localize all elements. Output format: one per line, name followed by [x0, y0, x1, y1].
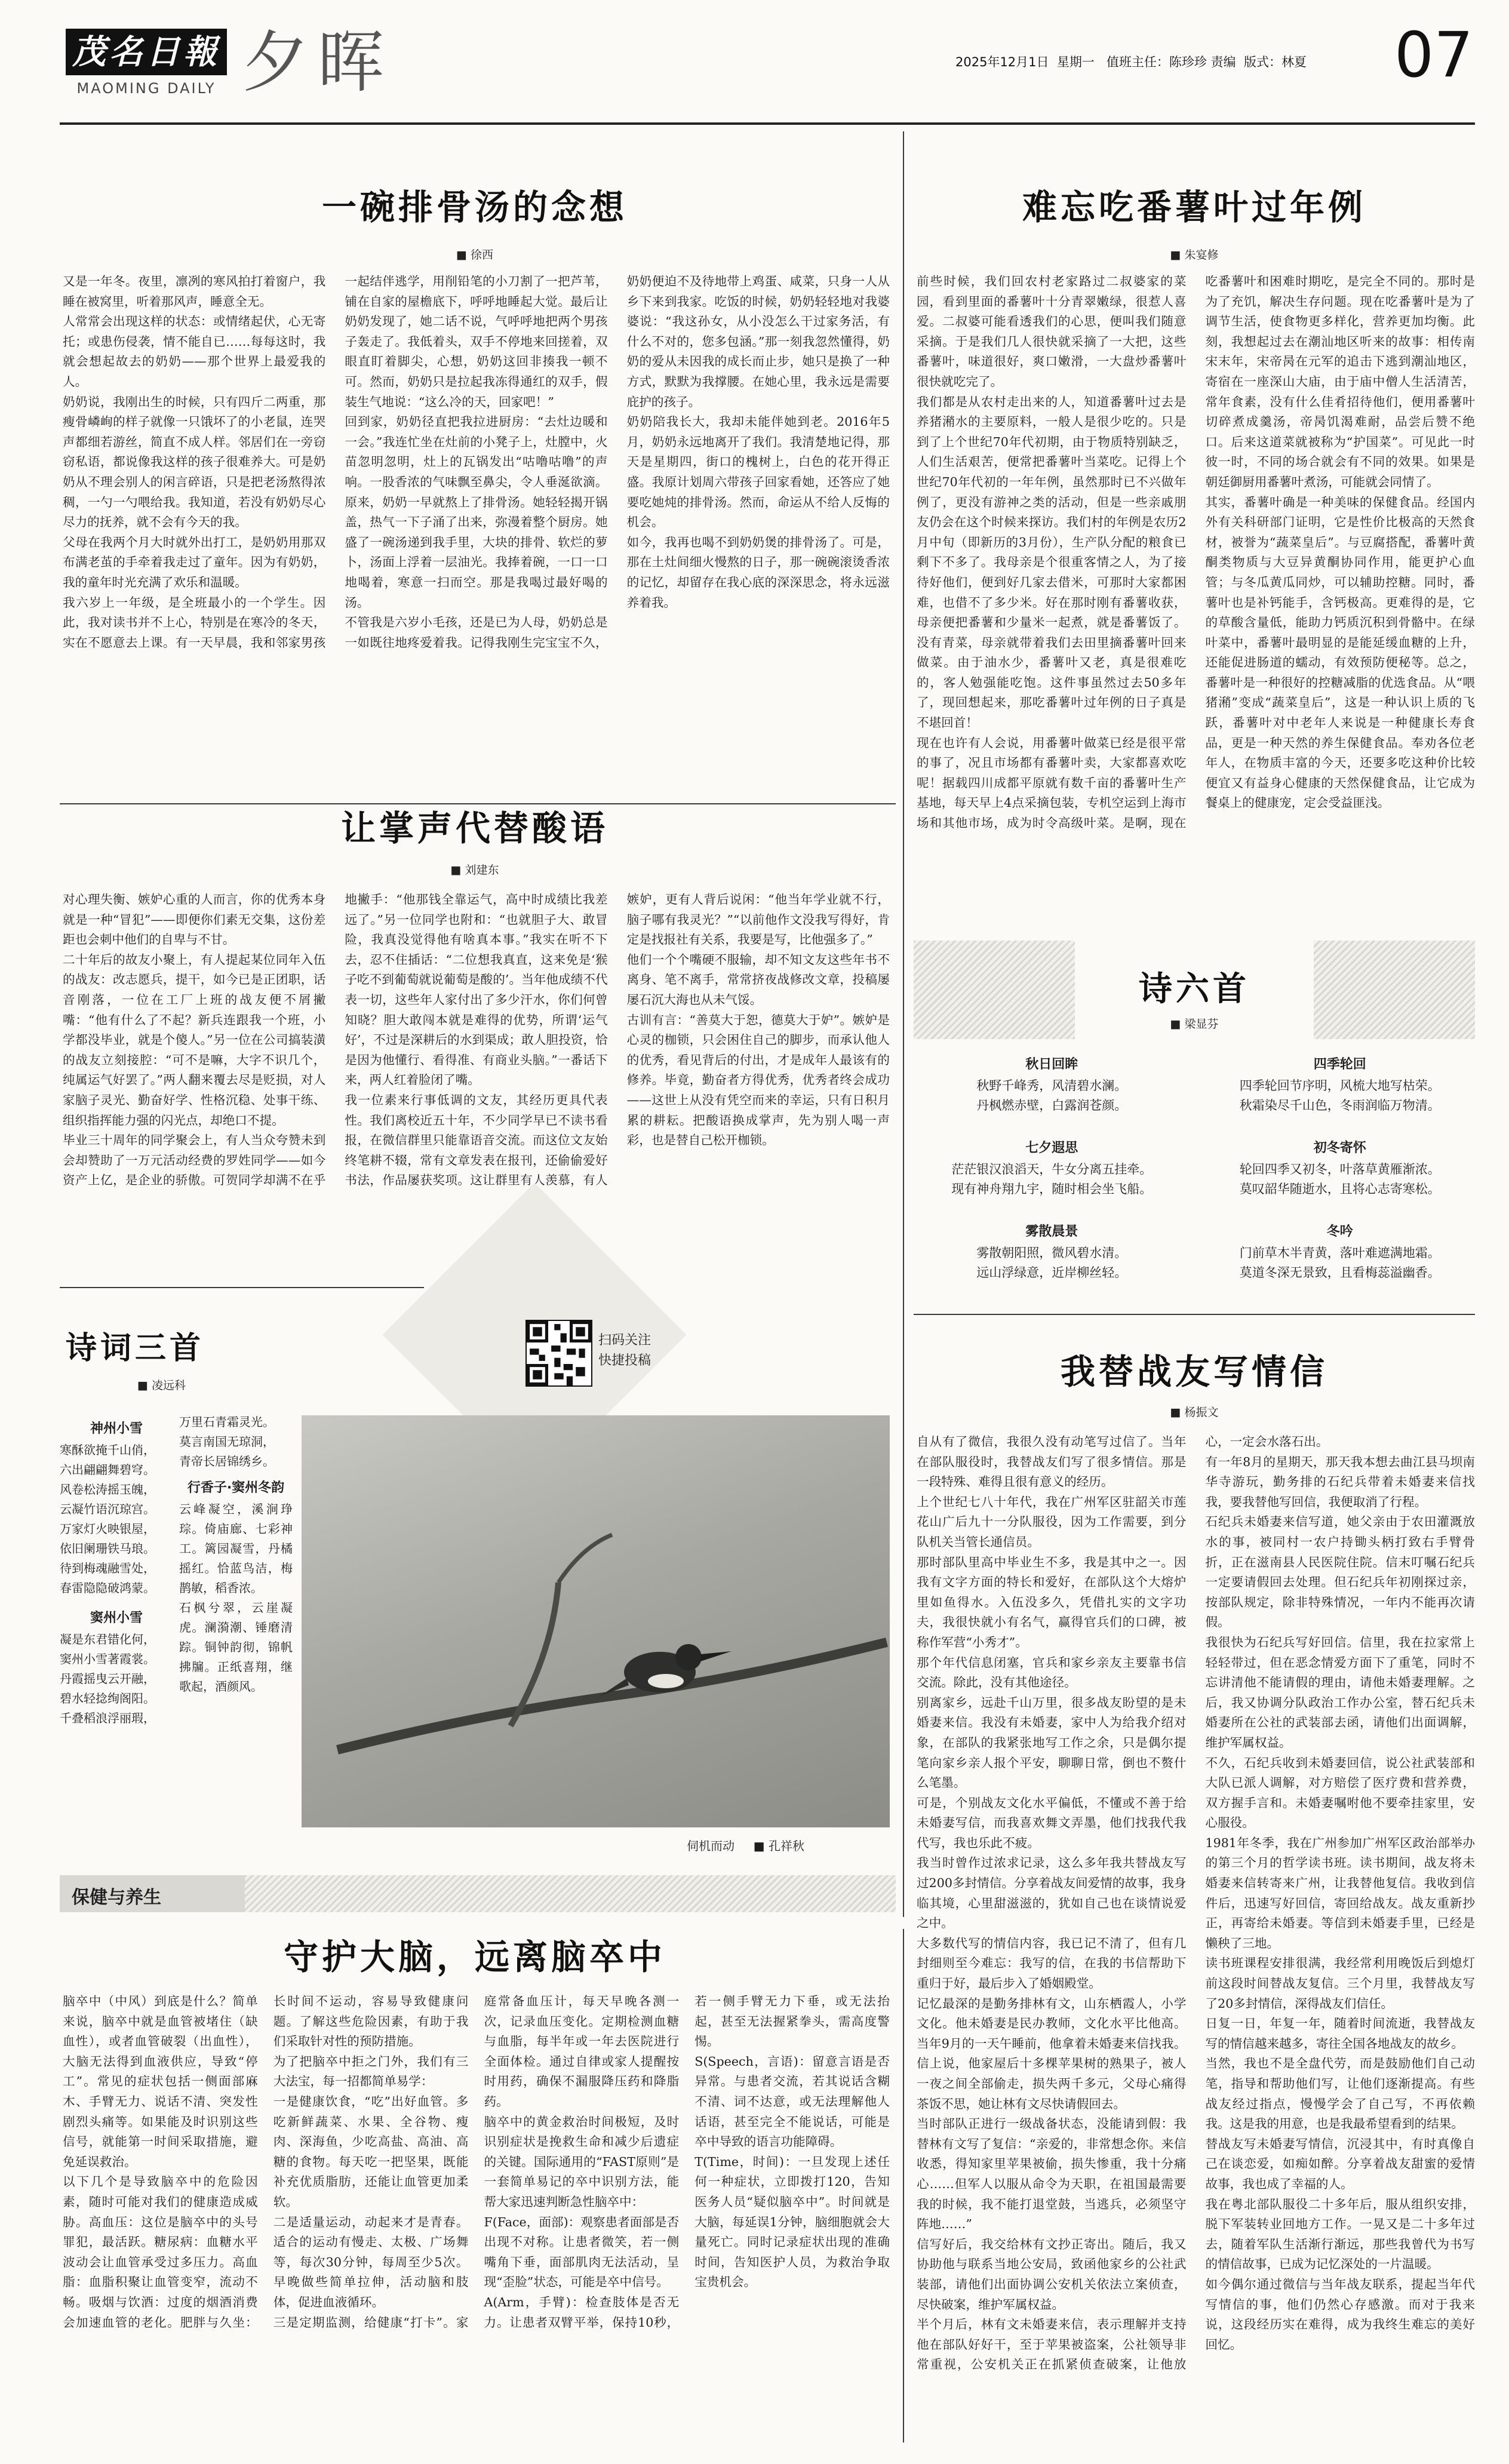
poem-block: [917, 1132, 1187, 1215]
editor-info: 值班主任：陈珍珍 责编: [1106, 55, 1236, 69]
poems6-grid: [917, 1048, 1475, 1299]
poem-lines: 茫茫银汉浪滔天，牛女分离五挂牵。 现有神舟翔九宇，随时相会坐飞船。: [951, 1162, 1153, 1196]
article-body-health: 脑卒中（中风）到底是什么？简单来说，脑卒中就是血管被堵住（缺血性），或者血管破裂（出血性），大脑无法得到血液供应，导致“停工”。常见的症状包括一侧面部麻木、手臂无力、说话不清、突发性剧烈头痛等。如果能及时识别这些信号，就能第一时间采取措施，避免延误救治。 以下几个是导致脑卒中的危险因素，随时可能对我们的健康造成威胁。高血压：这位是脑卒中的头号罪犯，最活跃。糖尿病：血糖水平波动会让血管承受过多压力。高血脂：血脂积聚让血管变窄，流动不畅。吸烟与饮酒：过度的烟酒消费会加速血管的老化。肥胖与久坐：长时间不运动，容易导致健康问题。了解这些危险因素，有助于我们采取针对性的预防措施。 为了把脑卒中拒之门外，我们有三大法宝，每一招都简单易学： 一是健康饮食，“吃”出好血管。多吃新鲜蔬菜、水果、全谷物、瘦肉、深海鱼，少吃高盐、高油、高糖的食物。每天吃一把坚果，既能补充优质脂肪，还能让血管更加柔软。 二是适量运动，动起来才是青春。适合的运动有慢走、太极、广场舞等，每次30分钟，每周至少5次。早晚做些简单拉伸，活动脑和肢体，促进血液循环。 三是定期监测，给健康“打卡”。家庭常备血压计，每天早晚各测一次，记录血压变化。定期检测血糖与血脂，每半年或一年去医院进行全面体检。通过自律或家人提醒按时用药，确保不漏服降压药和降脂药。 脑卒中的黄金救治时间极短，及时识别症状是挽救生命和减少后遗症的关键。国际通用的“FAST原则”是一套简单易记的卒中识别方法，能帮大家迅速判断急性脑卒中： F(Face，面部)：观察患者面部是否出现不对称。让患者微笑，若一侧嘴角下垂，面部肌肉无法活动，呈现“歪脸”状态，可能是卒中信号。 A(Arm，手臂)：检查肢体是否无力。让患者双臂平举，保持10秒，若一侧手臂无力下垂，或无法抬起，甚至无法握紧拳头，需高度警惕。 S(Speech，言语)：留意言语是否异常。与患者交流，若其说话含糊不清、词不达意，或无法理解他人话语，甚至完全不能说话，可能是卒中导致的语言功能障碍。 T(Time，时间)：一旦发现上述任何一种症状，立即拨打120，告知医务人员“疑似脑卒中”。时间就是大脑，每延误1分钟，脑细胞就会大量死亡。同时记录症状出现的准确时间，告知医护人员，为救治争取宝贵机会。: [63, 1994, 890, 2330]
section-rule: [914, 1314, 1475, 1315]
byline-soup: ■ 徐西: [456, 248, 493, 262]
poem-block: [179, 1412, 293, 1697]
section-title: 夕晖: [242, 24, 392, 102]
article-body-sweet-potato: 前些时候，我们回农村老家路过二叔婆家的菜园，看到里面的番薯叶十分青翠嫩绿，很惹人喜爱。二叔婆可能看透我们的心思，便叫我们随意采摘。于是我们几人很快就采摘了一大把，这些番薯叶，味道很好，爽口嫩滑，一大盘炒番薯叶很快就吃完了。 我们都是从农村走出来的人，知道番薯叶过去是养猪潲水的主要原料，一般人是很少吃的。只是到了上个世纪70年代初期，由于物质特别缺乏，人们生活艰苦，便常把番薯叶当菜吃。记得上个世纪70年代初的一年年例，虽然那时已不兴做年例了，更没有游神之类的活动，但是一些亲戚朋友仍会在这个时候来探访。我们村的年例是农历2月中旬（即新历的3月份），生产队分配的粮食已剩下不多了。我母亲是个很重客情之人，为了接待好他们，便到好几家去借米，可那时大家都困难，也借不了多少米。好在那时刚有番薯收获，母亲便把番薯和少量米一起煮，就是番薯饭了。没有青菜，母亲就带着我们去田里摘番薯叶回来做菜。由于油水少，番薯叶又老，真是很难吃的，客人勉强能吃饱。这件事虽然过去50多年了，现回想起来，那吃番薯叶过年例的日子真是不堪回首！ 现在也许有人会说，用番薯叶做菜已经是很平常的事了，况且市场都有番薯叶卖，大家都喜欢吃呢！据载四川成都平原就有数千亩的番薯叶生产基地，每天早上4点采摘包装，专机空运到上海市场和其他市场，成为时令高级叶菜。是啊，现在吃番薯叶和困难时期吃，是完全不同的。那时是为了充饥，解决生存问题。现在吃番薯叶是为了调节生活，使食物更多样化，营养更加均衡。此刻，我想起过去在潮汕地区听来的故事：相传南宋末年，宋帝昺在元军的追击下逃到潮汕地区，寄宿在一座深山大庙，由于庙中僧人生活清苦，常年食素，没有什么佳肴招待他们，便用番薯叶切碎煮成羹汤，帝昺饥渴难耐，品尝后赞不绝口。后来这道菜就被称为“护国菜”。可见此一时彼一时，不同的场合就会有不同的效果。如果是朝廷御厨用番薯叶煮汤，可能就会同情了。 其实，番薯叶确是一种美味的保健食品。经国内外有关科研部门证明，它是性价比极高的天然食材，被誉为“蔬菜皇后”。与豆腐搭配，番薯叶黄酮类物质与大豆异黄酮协同作用，能更护心血管；与冬瓜黄瓜同炒，可以辅助控糖。同时，番薯叶也是补钙能手，含钙极高。更难得的是，它的草酸含量低，能助力钙质沉积到骨骼中。在绿叶菜中，番薯叶最明显的是能延缓血糖的上升，还能促进肠道的蠕动，有效预防便秘等。总之，番薯叶是一种很好的控糖减脂的优选食品。从“喂猪潲”变成“蔬菜皇后”，这是一种认识上质的飞跃，番薯叶对中老年人来说是一种健康长寿食品，更是一种天然的养生保健食品。奉劝各位老年人，在物质丰富的今天，还要多吃这种价比较便宜又有益身心健康的天然保健食品，让它成为餐桌上的健康宠，定会受益匪浅。: [917, 274, 1475, 831]
poem-lines: 轮回四季又初冬，叶落草黄雁渐浓。 莫叹韶华随逝水，且将心志寄寒松。: [1239, 1162, 1440, 1196]
section-rule: [60, 1287, 424, 1288]
poem-block: [1205, 1215, 1476, 1299]
health-tag-stripes: [245, 1875, 896, 1912]
qr-code[interactable]: [525, 1320, 592, 1387]
article-title-soup: 一碗排骨汤的念想: [321, 187, 628, 228]
kingfisher-photo: [302, 1415, 890, 1827]
issue-date: 2025年12月1日: [955, 55, 1049, 69]
poem-lines: 门前草木半青黄，落叶难遮满地霜。 莫道冬深无景致，且看梅蕊溢幽香。: [1239, 1246, 1440, 1280]
photo-author: ■ 孔祥秋: [753, 1839, 805, 1853]
poem-lines: 四季轮回节序明，风梳大地写枯荣。 秋霜染尽千山色，冬雨润临万物清。: [1239, 1079, 1440, 1113]
poem-lines: 万里石青霜灵光。 莫言南国无琼洞， 青帝长居锦绣乡。: [179, 1415, 275, 1468]
article-title-poems3: 诗词三首: [66, 1331, 205, 1366]
article-title-encourage: 让掌声代替酸语: [340, 808, 608, 849]
issue-info: [955, 53, 1307, 70]
poem-lines: 凝是东君错化何， 窦州小雪著霞裳。 丹霞摇曳云开融， 碧水轻捻绚阁阳。 千叠稻浪浮丽瑕，: [60, 1632, 155, 1725]
masthead: [60, 19, 1481, 113]
photo-title: 伺机而动: [687, 1839, 734, 1853]
byline-sweet-potato: ■ 朱宴修: [1170, 248, 1219, 262]
poem-lines: 寒酥欲掩千山俏， 六出翩翩舞碧穹。 风卷松涛摇玉魄， 云凝竹语沉琼宫。 万家灯火映银屋， 依旧阑珊铁马琅。 待到梅魂融雪处， 春雷隐隐破鸿蒙。: [60, 1443, 155, 1595]
bird-on-branch-icon: [302, 1415, 890, 1827]
byline-poems3: ■ 凌远科: [137, 1379, 186, 1392]
byline-poems6: ■ 梁显芬: [1170, 1018, 1219, 1031]
qr-code-icon: [527, 1321, 591, 1385]
paper-name-en: MAOMING DAILY: [76, 80, 216, 97]
poem-lines: 秋野千峰秀，风清碧水澜。 丹枫燃赤壁，白露润苍颜。: [976, 1079, 1127, 1113]
poem-block: [60, 1412, 173, 1728]
poem-block: [1205, 1132, 1476, 1215]
poem-title: 秋日回眸: [1025, 1057, 1078, 1072]
poem-title: 窦州小雪: [90, 1611, 143, 1626]
poem-title: 冬吟: [1326, 1224, 1353, 1239]
page-number: 07: [1394, 19, 1474, 91]
poem-title: 神州小雪: [90, 1421, 143, 1436]
poem-lines: 云峰凝空，溪涧琤琮。倚庙廊、七彩神工。篱园凝雪，丹橘摇红。恰蓝鸟洁，梅鹊敏，稻香浓。 石枫兮翠，云崖凝虎。澜漪潮、锤磨清踪。铜钟韵彻，锦帆拂牖。正纸喜翔，继歌起，酒颜风。: [179, 1502, 293, 1694]
qr-caption: 扫码关注 快捷投稿: [598, 1333, 651, 1368]
article-title-sweet-potato: 难忘吃番薯叶过年例: [1022, 187, 1366, 228]
poem-block: [917, 1048, 1187, 1132]
article-title-poems6: 诗六首: [1139, 970, 1250, 1009]
poem-lines: 雾散朝阳照，微风碧水清。 远山浮绿意，近岸柳丝轻。: [976, 1246, 1127, 1280]
masthead-rule: [60, 122, 1475, 125]
paper-logo: 茂名日報: [66, 29, 227, 75]
health-tag-label: 保健与养生: [72, 1887, 161, 1908]
poem-title: 七夕遐思: [1025, 1141, 1078, 1156]
byline-veteran: ■ 杨振文: [1170, 1406, 1219, 1419]
poem-title: 初冬寄怀: [1313, 1141, 1366, 1156]
poem-block: [917, 1215, 1187, 1299]
article-body-soup: 又是一年冬。夜里，凛冽的寒风拍打着窗户，我睡在被窝里，听着那风声，睡意全无。 人常常会出现这样的状态：或情绪起伏，心无寄托；或患伤侵袭，情不能自已……每每这时，我就会想起故去的奶奶——那个世界上最爱我的人。 奶奶说，我刚出生的时候，只有四斤二两重，那瘦骨嶙峋的样子就像一只饿坏了的小老鼠，连哭声都细若游丝，简直不成人样。邻居们在一旁窃窃私语，都说像我这样的孩子很难养大。可是奶奶从不理会别人的闲言碎语，只是把老汤熬得浓稠，一勺一勺喂给我。我知道，若没有奶奶尽心尽力的抚养，就不会有今天的我。 父母在我两个月大时就外出打工，是奶奶用那双布满老茧的手牵着我走过了童年。因为有奶奶，我的童年时光充满了欢乐和温暖。 我六岁上一年级，是全班最小的一个学生。因此，我对读书并不上心，特别是在寒冷的冬天，实在不愿意去上课。有一天早晨，我和邻家男孩一起结伴逃学，用削铅笔的小刀割了一把芦苇，铺在自家的屋檐底下，呼呼地睡起大觉。最后让奶奶发现了，她二话不说，气呼呼地把两个男孩子轰走了。我低着头，双手不停地来回搓着，双眼直盯着脚尖，心想，奶奶这回非揍我一顿不可。然而，奶奶只是拉起我冻得通红的双手，假装生气地说：“这么冷的天，回家吧！” 回到家，奶奶径直把我拉进厨房：“去灶边暖和一会。”我连忙坐在灶前的小凳子上，灶膛中，火苗忽明忽明，灶上的瓦锅发出“咕噜咕噜”的声响。一股香浓的气味飘至鼻尖，令人垂涎欲滴。原来，奶奶一早就熬上了排骨汤。她轻轻揭开锅盖，热气一下子涌了出来，弥漫着整个厨房。她盛了一碗汤递到我手里，大块的排骨、软烂的萝卜，汤面上浮着一层油光。我捧着碗，一口一口地喝着，寒意一扫而空。那是我喝过最好喝的汤。 不管我是六岁小毛孩，还是已为人母，奶奶总是一如既往地疼爱着我。记得我刚生完宝宝不久，奶奶便迫不及待地带上鸡蛋、咸菜，只身一人从乡下来到我家。吃饭的时候，奶奶轻轻地对我婆婆说：“我这孙女，从小没怎么干过家务活，有什么不对的，您多包涵。”那一刻我忽然懂得，奶奶的爱从未因我的成长而止步，她只是换了一种方式，默默为我撑腰。在她心里，我永远是需要庇护的孩子。 奶奶陪我长大，我却未能伴她到老。2016年5月，奶奶永远地离开了我们。我清楚地记得，那天是星期四，街口的槐树上，白色的花开得正盛。我原计划周六带孩子回家看她，还答应了她要吃她炖的排骨汤。然而，命运从不给人反悔的机会。 如今，我再也喝不到奶奶煲的排骨汤了。可是，那在土灶间细火慢熬的日子，那一碗碗滚烫香浓的记忆，却留存在我心底的深深思念，将永远滋养着我。: [63, 274, 890, 650]
article-title-health: 守护大脑，远离脑卒中: [283, 1937, 666, 1977]
byline-encourage: ■ 刘建东: [450, 864, 499, 877]
poem-title: 雾散晨景: [1025, 1224, 1078, 1239]
layout-info: 版式：林夏: [1243, 55, 1307, 69]
poem-title: 行香子·窦州冬韵: [187, 1480, 285, 1495]
column-divider: [903, 131, 904, 1917]
poem-title: 四季轮回: [1313, 1057, 1366, 1072]
photo-caption: [687, 1836, 804, 1854]
article-title-veteran: 我替战友写情信: [1060, 1351, 1328, 1392]
article-body-encourage: 对心理失衡、嫉妒心重的人而言，你的优秀本身就是一种“冒犯”——即便你们素无交集，这份差距也会刺中他们的自卑与不甘。 二十年后的故友小聚上，有人提起某位同年入伍的战友：改志愿兵，提干，如今已是正团职，话音刚落，一位在工厂上班的战友便不屑撇嘴：“他有什么了不起？新兵连跟我一个班，小学都没毕业，就是个傻人。”另一位在公司搞装潢的战友立刻接腔：“可不是嘛，大字不识几个，纯属运气好罢了。”两人翻来覆去尽是贬损，对人家脑子灵光、勤奋好学、性格沉稳、处事干练、组织指挥能力强的闪光点，却绝口不提。 毕业三十周年的同学聚会上，有人当众夸赞未到会却赞助了一万元活动经费的罗姓同学——如今资产上亿，是企业的骄傲。可贺同学却满不在乎地撇手：“他那钱全靠运气，高中时成绩比我差远了。”另一位同学也附和：“也就胆子大、敢冒险，我真没觉得他有啥真本事。”我实在听不下去，忍不住插话：“二位想我真直，这来免是‘猴子吃不到葡萄就说葡萄是酸的’。当年他成绩不代表一切，这些年人家付出了多少汗水，你们何曾知晓？胆大敢闯本就是难得的优势，所谓‘运气好’，不过是深耕后的水到渠成；敢人胆投资，恰是因为他懂行、看得准、有商业头脑。”一番话下来，两人红着脸闭了嘴。 我一位素来行事低调的文友，其经历更具代表性。我们离校近五十年，不少同学早已不读书看报，在微信群里只能靠语音交流。而这位文友始终笔耕不辍，常有文章发表在报刊，还偷偷爱好书法，作品屡获奖项。这让群里有人羡慕，有人嫉妒，更有人背后说闲：“他当年学业就不行，脑子哪有我灵光？”“以前他作文没我写得好，肯定是找报社有关系，我要是写，比他强多了。” 他们一个个嘴硬不服输，却不知文友这些年书不离身、笔不离手，常常挤夜战修改文章，投稿屡屡石沉大海也从未气馁。 古训有言：“善莫大于恕，德莫大于妒”。嫉妒是心灵的枷锁，只会困住自己的脚步，而承认他人的优秀，看见背后的付出，才是成年人最该有的修养。毕竟，勤奋者方得优秀，优秀者终会成功——这世上从没有凭空而来的幸运，只有日积月累的耕耘。把酸语换成掌声，先为别人喝一声彩，也是替自己松开枷锁。: [63, 892, 890, 1188]
article-body-veteran: 自从有了微信，我很久没有动笔写过信了。当年在部队服役时，我替战友们写了很多情信。那是一段特殊、难得且很有意义的经历。 上个世纪七八十年代，我在广州军区驻韶关市莲花山广后九十一分队服役，因为工作需要，到分队机关当管长通信员。 那时部队里高中毕业生不多，我是其中之一。因我有文字方面的特长和爱好，在部队这个大熔炉里如鱼得水。入伍没多久，凭借扎实的文字功夫，我很快就小有名气，赢得官兵们的口碑，被称作军营“小秀才”。 那个年代信息闭塞，官兵和家乡亲友主要靠书信交流。除此，没有其他途径。 别离家乡，远赴千山万里，很多战友盼望的是未婚妻来信。我没有未婚妻，家中人为给我介绍对象，在部队的我紧张地写工作之余，只是偶尔提笔向家乡亲人报个平安，聊聊日常，倒也不赘什么笔墨。 可是，个别战友文化水平偏低，不懂或不善于给未婚妻写信，而我喜欢舞文弄墨，他们找我代我代写，我也乐此不疲。 我当时曾作过浓求记录，这么多年我共替战友写过200多封情信。分享着战友间爱情的故事，我身临其境，心里甜滋滋的，犹如自己也在谈情说爱之中。 大多数代写的情信内容，我已记不清了，但有几封细则至今难忘：我写的信，在我的书信帮助下重归于好，最后步入了婚姻殿堂。 记忆最深的是勤务排林有文，山东栖霞人，小学文化。他未婚妻是民办教师，文化水平比他高。当年9月的一天午睡前，他拿着未婚妻来信找我。信上说，他家屋后十多棵苹果树的熟果子，被人一夜之间全部偷走，损失两千多元，父母心痛得茶饭不思，她让林有文尽快请假回去。 当时部队正进行一级战备状态，没能请到假：我替林有文写了复信：“亲爱的，非常想念你。来信收悉，得知家里苹果被偷，损失惨重，我十分痛心……但军人以服从命令为天职，在祖国最需要我的时候，我不能打退堂鼓，当逃兵，必须坚守阵地……” 信写好后，我交给林有文抄正寄出。随后，我又协助他与联系当地公安局，致函他家乡的公社武装部，请他们出面协调公安机关依法立案侦查，尽快破案，维护军属权益。 半个月后，林有文未婚妻来信，表示理解并支持他在部队好好干，至于苹果被盗案，公社领导非常重视，公安机关正在抓紧侦查破案，让他放心，一定会水落石出。 有一年8月的星期天，那天我本想去曲江县马坝南华寺游玩，勤务排的石纪兵带着未婚妻来信找我，要我替他写回信，我便取消了行程。 石纪兵未婚妻来信写道，她父亲由于农田灌溉放水的事，被同村一农户持锄头柄打致右手臂骨折，正在滋南县人民医院住院。信末叮嘱石纪兵一定要请假回去处理。但石纪兵年初刚探过亲，按部队规定，除非特殊情况，一年内不能再次请假。 我很快为石纪兵写好回信。信里，我在拉家常上轻轻带过，但在恶念情爱方面下了重笔，同时不忘讲清他不能请假的理由，请他未婚妻理解。之后，我又协调分队政治工作办公室，替石纪兵未婚妻所在公社的武装部去函，请他们出面调解，维护军属权益。 不久，石纪兵收到未婚妻回信，说公社武装部和大队已派人调解，对方赔偿了医疗费和营养费，双方握手言和。未婚妻嘱咐他不要牵挂家里，安心服役。 1981年冬季，我在广州参加广州军区政治部举办的第三个月的哲学读书班。读书期间，战友将未婚妻来信转寄来广州，让我替他复信。我收到信件后，迅速写好回信，寄回给战友。战友重新抄正，再寄给未婚妻。等信到未婚妻手里，已经是懒秧了三地。 读书班课程安排很满，我经常利用晚饭后到熄灯前这段时间替战友复信。三个月里，我替战友写了20多封情信，深得战友们信任。 日复一日，年复一年，随着时间流逝，我替战友写的情信越来越多，寄往全国各地战友的故乡。 当然，我也不是全盘代劳，而是鼓励他们自己动笔，指导和帮助他们写，让他们逐渐提高。有些战友经过指点，慢慢学会了自己写，不再依赖我。这是我的用意，也是我最希望看到的结果。 替战友写未婚妻写情信，沉浸其中，有时真像自己在谈恋爱，如痴如醉。分享着战友甜蜜的爱情故事，我也成了幸福的人。 我在粤北部队服役二十多年后，服从组织安排，脱下军装转业回地方工作。一晃又是二十多年过去，随着军队生活渐行渐远，那些我曾代为书写的情信故事，已成为记忆深处的一片温暖。 如今偶尔通过微信与当年战友联系，提起当年代写情信的事，他们仍然心存感激。而对于我来说，这段经历实在难得，成为我终生难忘的美好回忆。: [917, 1434, 1475, 2372]
column-divider: [903, 1929, 904, 2443]
poem-block: [1205, 1048, 1476, 1132]
issue-weekday: 星期一: [1056, 55, 1095, 69]
